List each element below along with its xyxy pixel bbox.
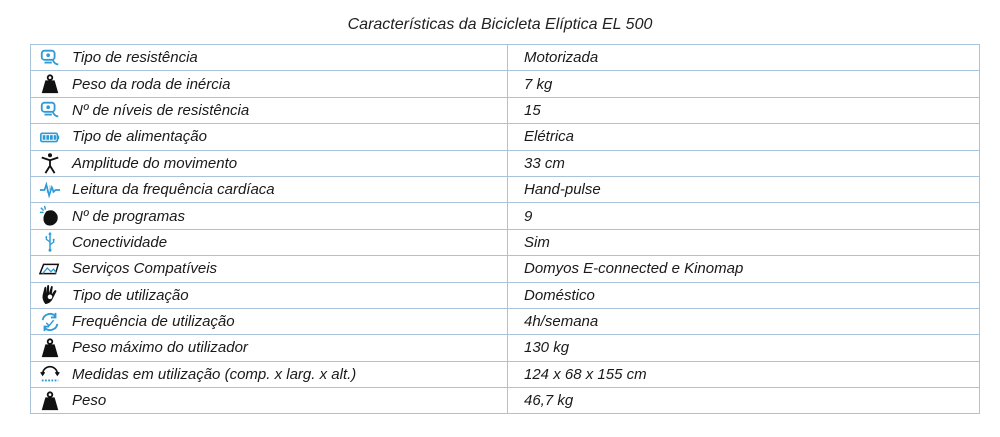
spec-label: Leitura da frequência cardíaca [72, 181, 275, 199]
spec-value: 4h/semana [508, 308, 980, 334]
resistance-dial-icon [38, 47, 62, 69]
table-row [31, 335, 980, 361]
weight-icon [38, 73, 62, 95]
programs-icon [38, 205, 62, 227]
usb-icon [38, 231, 62, 253]
spec-table-body [31, 45, 980, 414]
table-row [31, 282, 980, 308]
map-icon [38, 258, 62, 280]
spec-value: 46,7 kg [508, 388, 980, 414]
spec-value: Hand-pulse [508, 176, 980, 202]
spec-label-cell [31, 124, 508, 150]
spec-label-cell [31, 229, 508, 255]
spec-value: 33 cm [508, 150, 980, 176]
spec-value: Sim [508, 229, 980, 255]
spec-label-cell [31, 388, 508, 414]
spec-value: 7 kg [508, 71, 980, 97]
table-row [31, 361, 980, 387]
spec-label-cell [31, 45, 508, 71]
table-row [31, 256, 980, 282]
spec-value: Motorizada [508, 45, 980, 71]
table-row [31, 97, 980, 123]
dimensions-icon [38, 363, 62, 385]
spec-label: Nº de níveis de resistência [72, 101, 250, 119]
spec-value: Doméstico [508, 282, 980, 308]
spec-label: Medidas em utilização (comp. x larg. x alt.) [72, 365, 357, 383]
hand-icon [38, 284, 62, 306]
spec-label: Peso [72, 392, 107, 410]
spec-value: 130 kg [508, 335, 980, 361]
heart-rate-icon [38, 179, 62, 201]
spec-label: Nº de programas [72, 207, 186, 225]
table-row [31, 124, 980, 150]
spec-value: Domyos E-connected e Kinomap [508, 256, 980, 282]
spec-label-cell [31, 97, 508, 123]
spec-value: 15 [508, 97, 980, 123]
spec-label-cell [31, 256, 508, 282]
frequency-cycle-icon [38, 311, 62, 333]
spec-label-cell [31, 335, 508, 361]
battery-icon [38, 126, 62, 148]
spec-label-cell [31, 71, 508, 97]
page-title: Características da Bicicleta Elíptica EL 500 [347, 16, 653, 33]
spec-label: Frequência de utilização [72, 313, 235, 331]
spec-label-cell [31, 150, 508, 176]
table-row [31, 150, 980, 176]
resistance-dial-icon [38, 99, 62, 121]
spec-label: Serviços Compatíveis [72, 260, 218, 278]
spec-label: Peso da roda de inércia [72, 75, 231, 93]
spec-value: 124 x 68 x 155 cm [508, 361, 980, 387]
table-row [31, 176, 980, 202]
weight-icon [38, 390, 62, 412]
spec-label-cell [31, 308, 508, 334]
person-stretch-icon [38, 152, 62, 174]
spec-label: Amplitude do movimento [72, 154, 238, 172]
spec-value: Elétrica [508, 124, 980, 150]
spec-label: Tipo de alimentação [72, 128, 207, 146]
spec-value: 9 [508, 203, 980, 229]
table-row [31, 71, 980, 97]
table-row [31, 308, 980, 334]
table-row [31, 45, 980, 71]
spec-label-cell [31, 203, 508, 229]
table-row [31, 203, 980, 229]
spec-label-cell [31, 361, 508, 387]
table-row [31, 229, 980, 255]
spec-table [30, 44, 980, 414]
spec-label: Tipo de resistência [72, 49, 198, 67]
spec-label-cell [31, 282, 508, 308]
spec-label-cell [31, 176, 508, 202]
weight-icon [38, 337, 62, 359]
table-row [31, 388, 980, 414]
spec-label: Peso máximo do utilizador [72, 339, 248, 357]
spec-label: Conectividade [72, 233, 168, 251]
spec-label: Tipo de utilização [72, 286, 189, 304]
